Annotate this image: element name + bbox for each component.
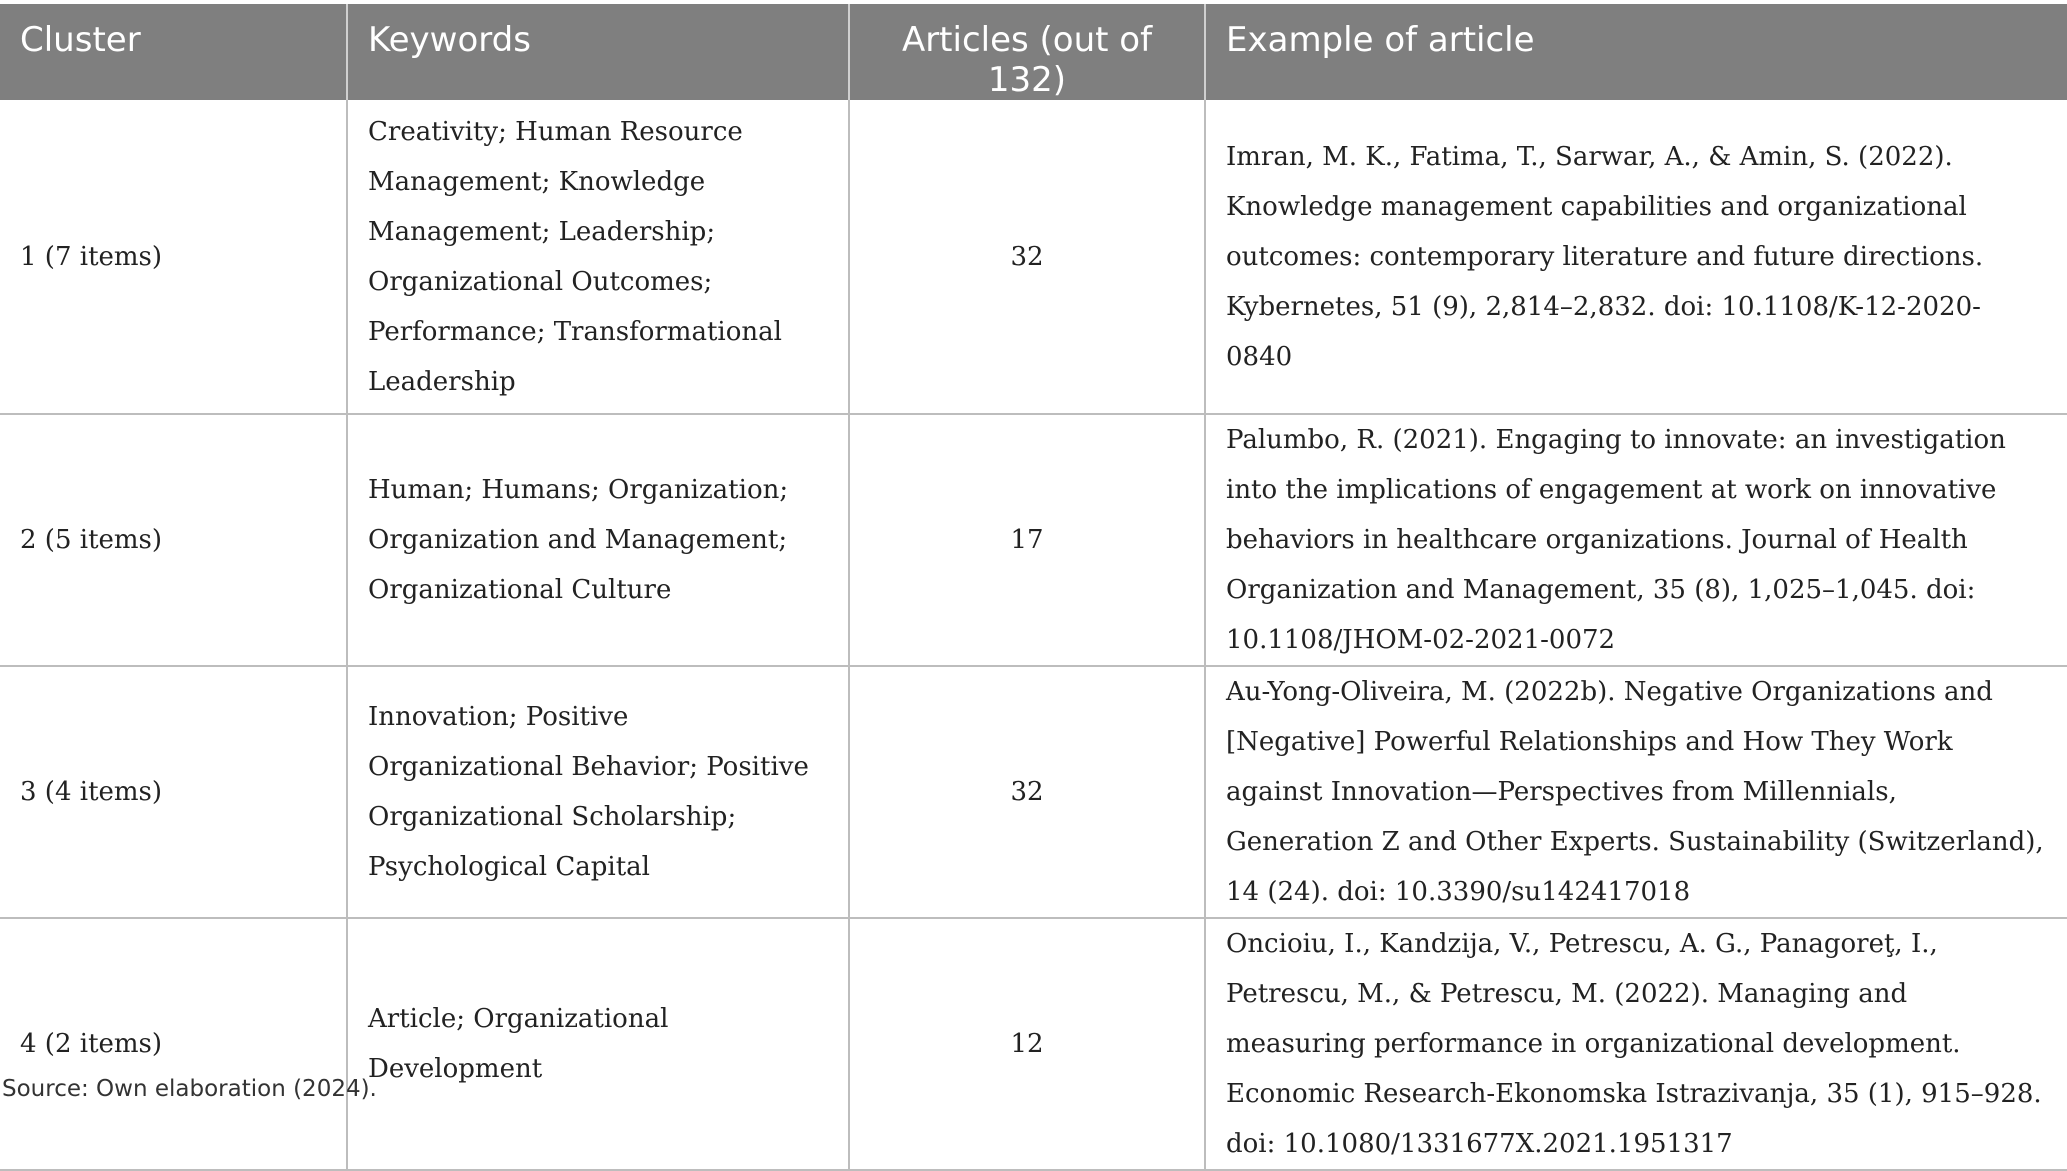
cluster-table [0, 4, 2067, 1171]
cell-keywords: Human; Humans; Organization; Organization and Management; Organizational Culture [347, 414, 849, 666]
table-row [0, 666, 2067, 918]
cell-cluster: 4 (2 items) [0, 918, 347, 1170]
cell-example: Au-Yong-Oliveira, M. (2022b). Negative Organizations and [Negative] Powerful Relationships and How They Work against Innovation—Perspectives from Millennials, Generation Z and Other Experts. Sustainability (Switzerland), 14 (24). doi: 10.3390/su142417018 [1205, 666, 2067, 918]
cell-cluster: 2 (5 items) [0, 414, 347, 666]
cell-example: Palumbo, R. (2021). Engaging to innovate: an investigation into the implications of engagement at work on innovative behaviors in healthcare organizations. Journal of Health Organization and Management, 35 (8), 1,025–1,045. doi: 10.1108/JHOM-02-2021-0072 [1205, 414, 2067, 666]
cell-articles: 32 [849, 100, 1205, 414]
cell-articles: 12 [849, 918, 1205, 1170]
header-articles: Articles (out of 132) [849, 4, 1205, 100]
table-body [0, 100, 2067, 1170]
source-note: Source: Own elaboration (2024). [2, 1076, 377, 1102]
table-row [0, 414, 2067, 666]
cell-keywords: Creativity; Human Resource Management; Knowledge Management; Leadership; Organizational Outcomes; Performance; Transformational Leadership [347, 100, 849, 414]
cell-keywords: Innovation; Positive Organizational Behavior; Positive Organizational Scholarship; Psychological Capital [347, 666, 849, 918]
cell-example: Oncioiu, I., Kandzija, V., Petrescu, A. G., Panagoreţ, I., Petrescu, M., & Petrescu, M. (2022). Managing and measuring performance in organizational development. Economic Research-Ekonomska Istrazivanja, 35 (1), 915–928. doi: 10.1080/1331677X.2021.1951317 [1205, 918, 2067, 1170]
table-row [0, 918, 2067, 1170]
cell-cluster: 3 (4 items) [0, 666, 347, 918]
cell-example: Imran, M. K., Fatima, T., Sarwar, A., & Amin, S. (2022). Knowledge management capabilities and organizational outcomes: contemporary literature and future directions. Kybernetes, 51 (9), 2,814–2,832. doi: 10.1108/K-12-2020-0840 [1205, 100, 2067, 414]
header-cluster: Cluster [0, 4, 347, 100]
header-example: Example of article [1205, 4, 2067, 100]
table-row [0, 100, 2067, 414]
cell-articles: 32 [849, 666, 1205, 918]
cell-articles: 17 [849, 414, 1205, 666]
header-keywords: Keywords [347, 4, 849, 100]
table-header [0, 4, 2067, 100]
header-row [0, 4, 2067, 100]
cell-keywords: Article; Organizational Development [347, 918, 849, 1170]
cell-cluster: 1 (7 items) [20, 241, 163, 272]
